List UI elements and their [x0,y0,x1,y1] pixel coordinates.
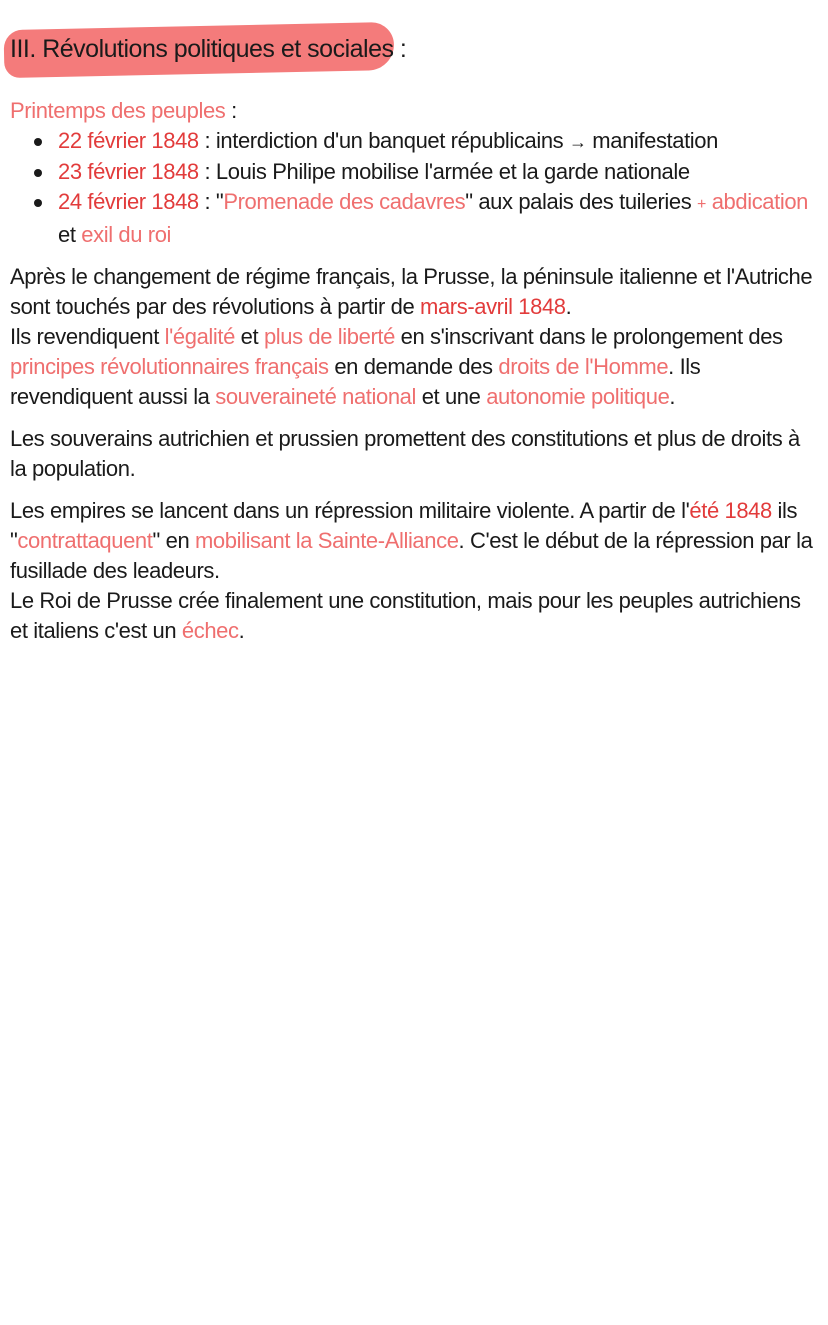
event-text: : " [198,189,224,214]
events-list [10,126,820,250]
paragraph-text: . C'est le début de la répression par la fusillade des leadeurs. [10,528,813,583]
highlight-date: été 1848 [689,498,772,523]
paragraph-4 [10,496,820,586]
arrow-icon: → [568,132,587,152]
event-text: : Louis Philipe mobilise l'armée et la garde nationale [198,159,690,184]
list-item [34,157,820,187]
paragraph-2 [10,322,820,412]
list-item [34,187,820,250]
event-abdication: abdication [705,189,808,214]
printemps-colon: : [225,98,237,123]
paragraph-text: ils " [10,498,798,553]
highlight-date: mars-avril 1848 [420,294,566,319]
event-text: manifestation [586,128,718,153]
event-text: " aux palais des tuileries [465,189,698,214]
paragraph-text: . [565,294,572,319]
paragraph-text: et une [416,384,487,409]
highlight-term: échec [181,618,239,643]
highlight-term: souveraineté national [215,384,416,409]
highlight-term: contrattaquent [17,528,153,553]
list-item [34,126,820,157]
paragraph-text: en s'inscrivant dans le prolongement des [394,324,783,349]
highlight-term: principes révolutionnaires français [10,354,329,379]
paragraph-text: Le Roi de Prusse crée finalement une constitution, mais pour les peuples autrichiens et italiens c'est un [10,588,801,643]
paragraph-text: . [238,618,245,643]
paragraph-1 [10,262,820,322]
event-date: 22 février 1848 [58,128,199,153]
paragraph-text: . [669,384,676,409]
highlight-term: mobilisant la Sainte-Alliance [195,528,459,553]
event-quote: Promenade des cadavres [223,189,466,214]
event-exil: exil du roi [81,222,172,247]
event-text: et [58,222,82,247]
paragraph-text: en demande des [328,354,499,379]
highlight-term: autonomie politique [486,384,670,409]
event-text: : interdiction d'un banquet républicains [198,128,569,153]
paragraph-text: Les empires se lancent dans un répression militaire violente. A partir de l' [10,498,690,523]
highlight-term: plus de liberté [263,324,395,349]
paragraph-text: . Ils revendiquent aussi la [10,354,701,409]
paragraph-text: Après le changement de régime français, la Prusse, la péninsule italienne et l'Autriche sont touchés par des révolutions à partir de [10,264,813,319]
printemps-heading [10,96,820,126]
event-date: 23 février 1848 [58,159,199,184]
highlight-term: droits de l'Homme [498,354,669,379]
paragraph-3: Les souverains autrichien et prussien promettent des constitutions et plus de droits à la population. [10,426,800,481]
highlight-term: l'égalité [164,324,235,349]
section-title: III. Révolutions politiques et sociales : [10,35,407,63]
paragraph-5 [10,586,820,646]
paragraph-text: Ils revendiquent [10,324,165,349]
paragraph-text: et [234,324,264,349]
paragraph-text: " en [152,528,195,553]
event-date: 24 février 1848 [58,189,199,214]
printemps-label: Printemps des peuples [10,98,226,123]
title-block [10,18,820,80]
note-page [10,0,820,646]
plus-sign: + [697,196,706,213]
